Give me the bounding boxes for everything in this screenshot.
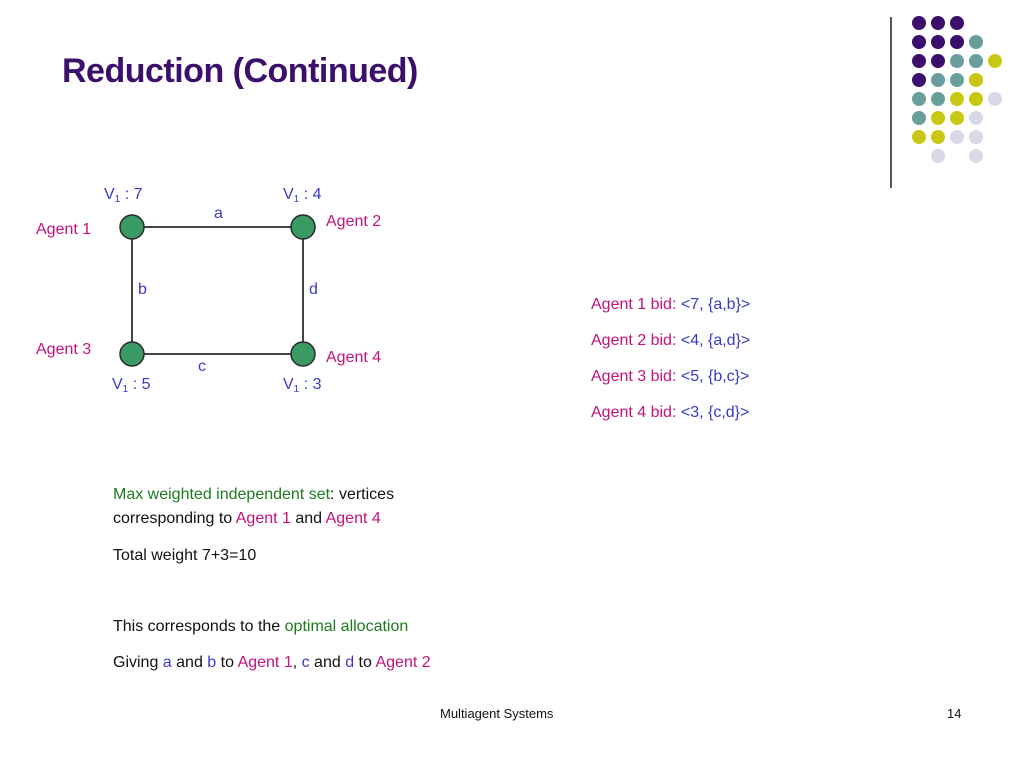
edge-c-label: c — [198, 358, 206, 375]
bids-list — [591, 296, 750, 440]
bid-value: <3, {c,d}> — [680, 404, 750, 421]
bid-line — [591, 404, 750, 440]
bid-value: <4, {a,d}> — [680, 332, 751, 349]
agent-1-ref: Agent 1 — [237, 654, 293, 671]
and-word: and — [309, 654, 346, 671]
bid-agent: Agent 3 bid: — [591, 368, 677, 385]
edge-a-label: a — [214, 205, 223, 222]
mwis-term: Max weighted independent set — [113, 486, 331, 503]
item-a: a — [162, 654, 172, 671]
node-2-value: $V_1$ : 4 — [283, 186, 322, 205]
node-agent-4 — [291, 342, 315, 366]
agent-4-label: Agent 4 — [326, 349, 382, 366]
optimal-paragraph — [113, 615, 408, 639]
agent-4-ref: Agent 4 — [325, 510, 381, 527]
bid-line — [591, 332, 750, 368]
corr-prefix: corresponding to — [113, 510, 236, 527]
mwis-rest: : vertices — [330, 486, 395, 503]
and-word: and — [171, 654, 208, 671]
bid-line — [591, 296, 750, 332]
comma: , — [292, 654, 302, 671]
node-agent-1 — [120, 215, 144, 239]
and-word: and — [290, 510, 326, 527]
opt-prefix: This corresponds to the — [113, 618, 285, 635]
to-word: to — [216, 654, 238, 671]
bid-agent: Agent 4 bid: — [591, 404, 677, 421]
agent-2-ref: Agent 2 — [375, 654, 431, 671]
slide-title: Reduction (Continued) — [62, 52, 418, 90]
bid-line — [591, 368, 750, 404]
bid-value: <5, {b,c}> — [680, 368, 750, 385]
edge-b-label: b — [138, 281, 147, 298]
node-4-value: $V_1$ : 3 — [283, 376, 322, 395]
item-b: b — [207, 654, 217, 671]
agent-2-label: Agent 2 — [326, 213, 382, 230]
mwis-paragraph — [113, 483, 394, 531]
agent-3-label: Agent 3 — [36, 341, 92, 358]
giving-paragraph — [113, 651, 431, 675]
bid-agent: Agent 2 bid: — [591, 332, 677, 349]
item-c: c — [301, 654, 310, 671]
edge-d-label: d — [309, 281, 318, 298]
giving-word: Giving — [113, 654, 163, 671]
page-number: 14 — [947, 706, 962, 721]
node-1-value: $V_1$ : 7 — [104, 186, 143, 205]
total-weight: Total weight 7+3=10 — [113, 547, 257, 564]
item-d: d — [345, 654, 355, 671]
bid-agent: Agent 1 bid: — [591, 296, 677, 313]
agent-1-ref: Agent 1 — [235, 510, 291, 527]
node-3-value: $V_1$ : 5 — [112, 376, 151, 395]
to-word: to — [354, 654, 376, 671]
footer-course: Multiagent Systems — [440, 706, 554, 721]
node-agent-3 — [120, 342, 144, 366]
bid-value: <7, {a,b}> — [680, 296, 751, 313]
node-agent-2 — [291, 215, 315, 239]
agent-1-label: Agent 1 — [36, 221, 92, 238]
optimal-allocation-term: optimal allocation — [284, 618, 409, 635]
